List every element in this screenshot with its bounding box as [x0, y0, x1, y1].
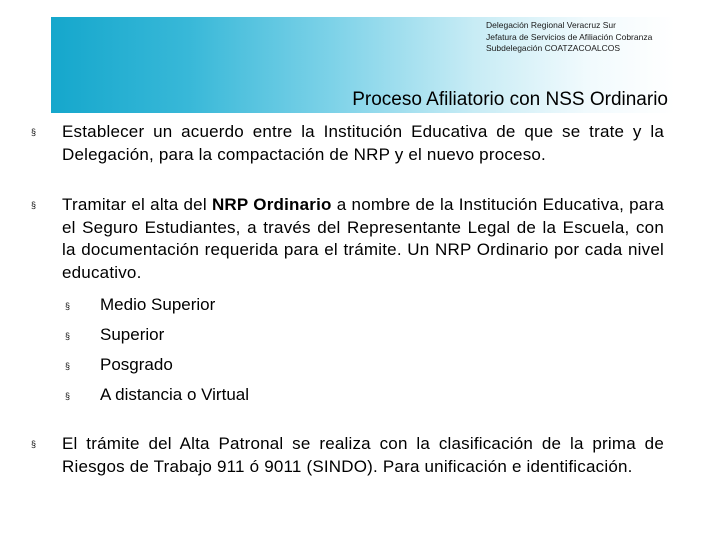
sub-bullet-icon: § — [65, 331, 71, 341]
sub-item-posgrado: Posgrado — [100, 355, 173, 374]
sub-item-distancia: A distancia o Virtual — [100, 385, 249, 404]
sub-bullet-icon: § — [65, 361, 71, 371]
bullet-2-suffix: a nombre de la Institución Educativa, para el Seguro Estudiantes, a través del Representante Legal de la Escuela, con la documentación requerida para el trámite. Un NRP Ordinario por cada nivel educativo. — [62, 195, 664, 282]
bullet-icon: § — [31, 200, 37, 210]
sub-bullet-icon: § — [65, 301, 71, 311]
bullet-3-text: El trámite del Alta Patronal se realiza con la clasificación de la prima de Riesgos de Trabajo 911 ó 9011 (SINDO). Para unificación e identificación. — [62, 434, 664, 476]
agency-line-delegation: Delegación Regional Veracruz Sur — [486, 20, 616, 30]
sub-bullet-icon: § — [65, 391, 71, 401]
agency-line-subdelegation: Subdelegación COATZACOALCOS — [486, 43, 621, 53]
sub-item-medio-superior: Medio Superior — [100, 295, 216, 314]
bullet-2-bold: NRP Ordinario — [211, 195, 332, 214]
sub-item-superior: Superior — [100, 325, 165, 344]
bullet-1-text: Establecer un acuerdo entre la Institución Educativa de que se trate y la Delegación, para la compactación de NRP y el nuevo proceso. — [62, 122, 664, 164]
agency-line-office: Jefatura de Servicios de Afiliación Cobranza — [486, 31, 653, 42]
bullet-2-prefix: Tramitar el alta del — [62, 195, 212, 214]
agency-header — [486, 20, 652, 55]
page-title: Proceso Afiliatorio con NSS Ordinario — [352, 89, 668, 110]
bullet-icon: § — [31, 127, 37, 137]
bullet-2-text — [62, 194, 664, 284]
bullet-icon: § — [31, 439, 37, 449]
